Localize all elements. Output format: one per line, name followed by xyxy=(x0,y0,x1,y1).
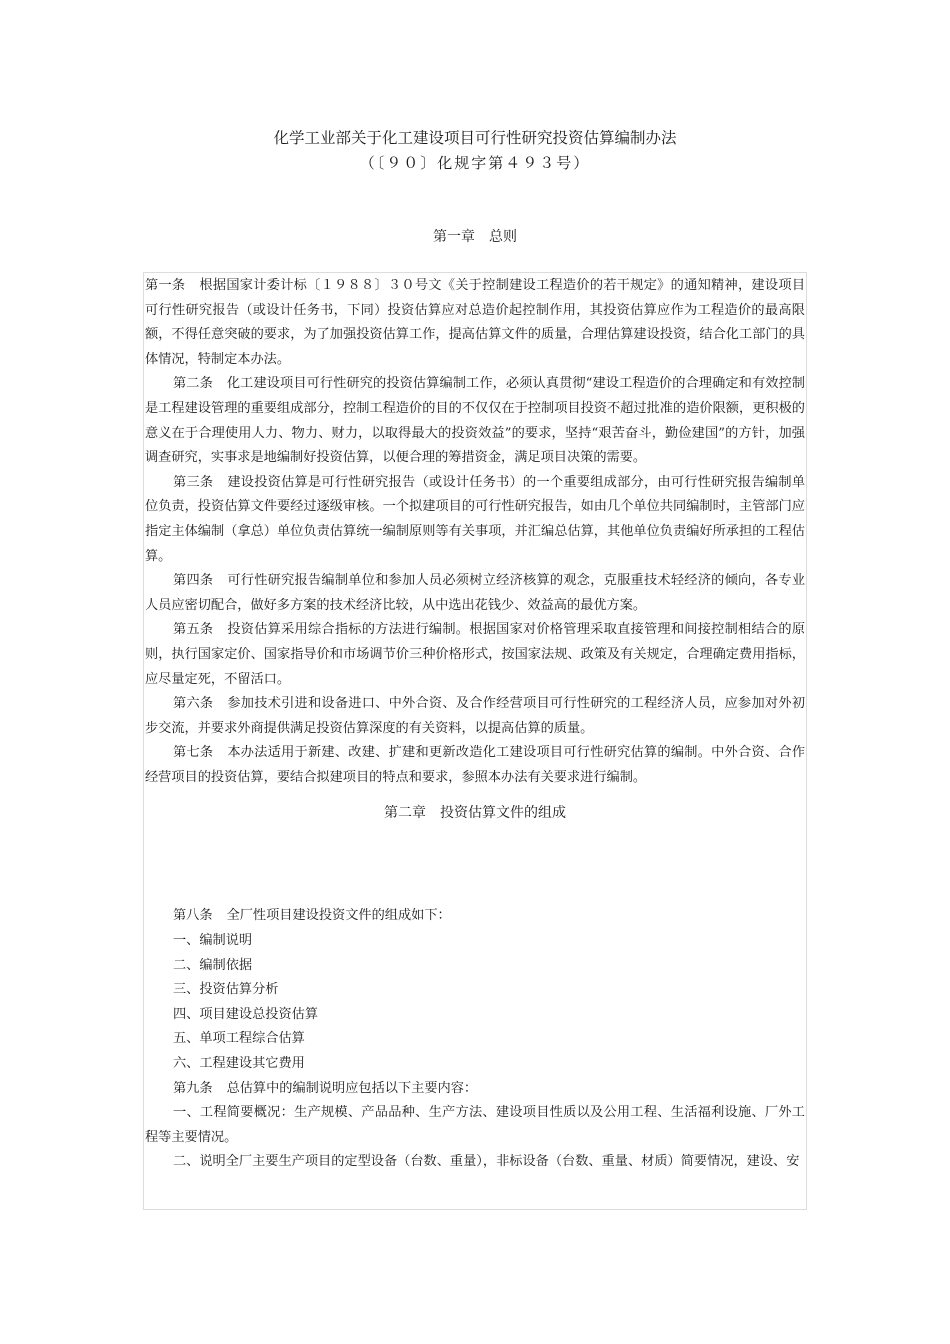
list-item: 四、项目建设总投资估算 xyxy=(173,1006,319,1022)
list-item: 六、工程建设其它费用 xyxy=(173,1056,305,1072)
list-item: 一、工程简要概况：生产规模、产品品种、生产方法、建设项目性质以及公用工程、生活福利设施、厂外工程等主要情况。 xyxy=(145,1105,805,1145)
article-label: 第一条 xyxy=(145,278,186,293)
article-text: 本办法适用于新建、改建、扩建和更新改造化工建设项目可行性研究估算的编制。中外合资、合作经营项目的投资估算，要结合拟建项目的特点和要求，参照本办法有关要求进行编制。 xyxy=(145,745,806,785)
list-item: 二、说明全厂主要生产项目的定型设备（台数、重量），非标设备（台数、重量、材质）简要情况，建设、安 xyxy=(173,1154,800,1170)
list-item: 五、单项工程综合估算 xyxy=(173,1031,305,1047)
article-label: 第四条 xyxy=(173,573,214,589)
article-text: 可行性研究报告编制单位和参加人员必须树立经济核算的观念，克服重技术轻经济的倾向，各专业人员应密切配合，做好多方案的技术经济比较，从中选出花钱少、效益高的最优方案。 xyxy=(145,573,806,613)
article-8 xyxy=(145,904,805,929)
chapter-heading-1 xyxy=(0,225,950,249)
chapter-name: 总则 xyxy=(489,229,517,245)
article-6 xyxy=(145,692,805,741)
list-item: 三、投资估算分析 xyxy=(173,982,279,998)
article-label: 第二条 xyxy=(173,376,213,392)
article-label: 第五条 xyxy=(173,622,214,638)
article-text: 全厂性项目建设投资文件的组成如下： xyxy=(226,908,451,924)
article-label: 第八条 xyxy=(173,908,213,924)
article-3 xyxy=(145,471,805,569)
chapter-number: 第一章 xyxy=(433,229,475,245)
article-2 xyxy=(145,372,805,470)
document-title: 化学工业部关于化工建设项目可行性研究投资估算编制办法 xyxy=(273,129,677,147)
article-text: 参加技术引进和设备进口、中外合资、及合作经营项目可行性研究的工程经济人员，应参加对外初步交流，并要求外商提供满足投资估算深度的有关资料，以提高估算的质量。 xyxy=(145,696,806,736)
article-text: 化工建设项目可行性研究的投资估算编制工作，必须认真贯彻“建设工程造价的合理确定和有效控制是工程建设管理的重要组成部分，控制工程造价的目的不仅仅在于控制项目投资不超过批准的造价限额，更积极的意义在于合理使用人力、物力、财力，以取得最大的投资效益”的要求，坚持“艰苦奋斗，勤俭建国”的方针，加强调查研究，实事求是地编制好投资估算，以便合理的筹措资金，满足项目决策的需要。 xyxy=(145,376,805,466)
article-label: 第九条 xyxy=(173,1080,213,1096)
article-9 xyxy=(145,1077,805,1102)
article-label: 第六条 xyxy=(173,696,214,712)
article-label: 第三条 xyxy=(173,474,214,490)
list-item: 二、编制依据 xyxy=(173,957,253,973)
article-text: 根据国家计委计标〔１９８８〕３０号文《关于控制建设工程造价的若干规定》的通知精神，建设项目可行性研究报告（或设计任务书，下同）投资估算应对总造价起控制作用，其投资估算应作为工程造价的最高限额，不得任意突破的要求，为了加强投资估算工作，提高估算文件的质量，合理估算建设投资，结合化工部门的具体情况，特制定本办法。 xyxy=(145,278,806,367)
document-number: （〔９０〕化规字第４９３号） xyxy=(359,154,591,172)
chapter-heading-2 xyxy=(145,801,805,825)
document-body xyxy=(143,272,807,1210)
list-item: 一、编制说明 xyxy=(173,933,253,949)
chapter-number: 第二章 xyxy=(384,805,426,822)
chapter-name: 投资估算文件的组成 xyxy=(440,805,566,822)
article-5 xyxy=(145,618,805,692)
article-label: 第七条 xyxy=(173,745,214,761)
article-4 xyxy=(145,569,805,618)
article-1 xyxy=(145,274,805,372)
article-text: 建设投资估算是可行性研究报告（或设计任务书）的一个重要组成部分，由可行性研究报告编制单位负责，投资估算文件要经过逐级审核。一个拟建项目的可行性研究报告，如由几个单位共同编制时，主管部门应指定主体编制（拿总）单位负责估算统一编制原则等有关事项，并汇编总估算，其他单位负责编好所承担的工程估算。 xyxy=(145,474,806,564)
article-7 xyxy=(145,741,805,790)
article-text: 总估算中的编制说明应包括以下主要内容： xyxy=(226,1080,478,1096)
article-text: 投资估算采用综合指标的方法进行编制。根据国家对价格管理采取直接管理和间接控制相结合的原则，执行国家定价、国家指导价和市场调节价三种价格形式，按国家法规、政策及有关规定，合理确定费用指标，应尽量定死，不留活口。 xyxy=(145,622,806,687)
